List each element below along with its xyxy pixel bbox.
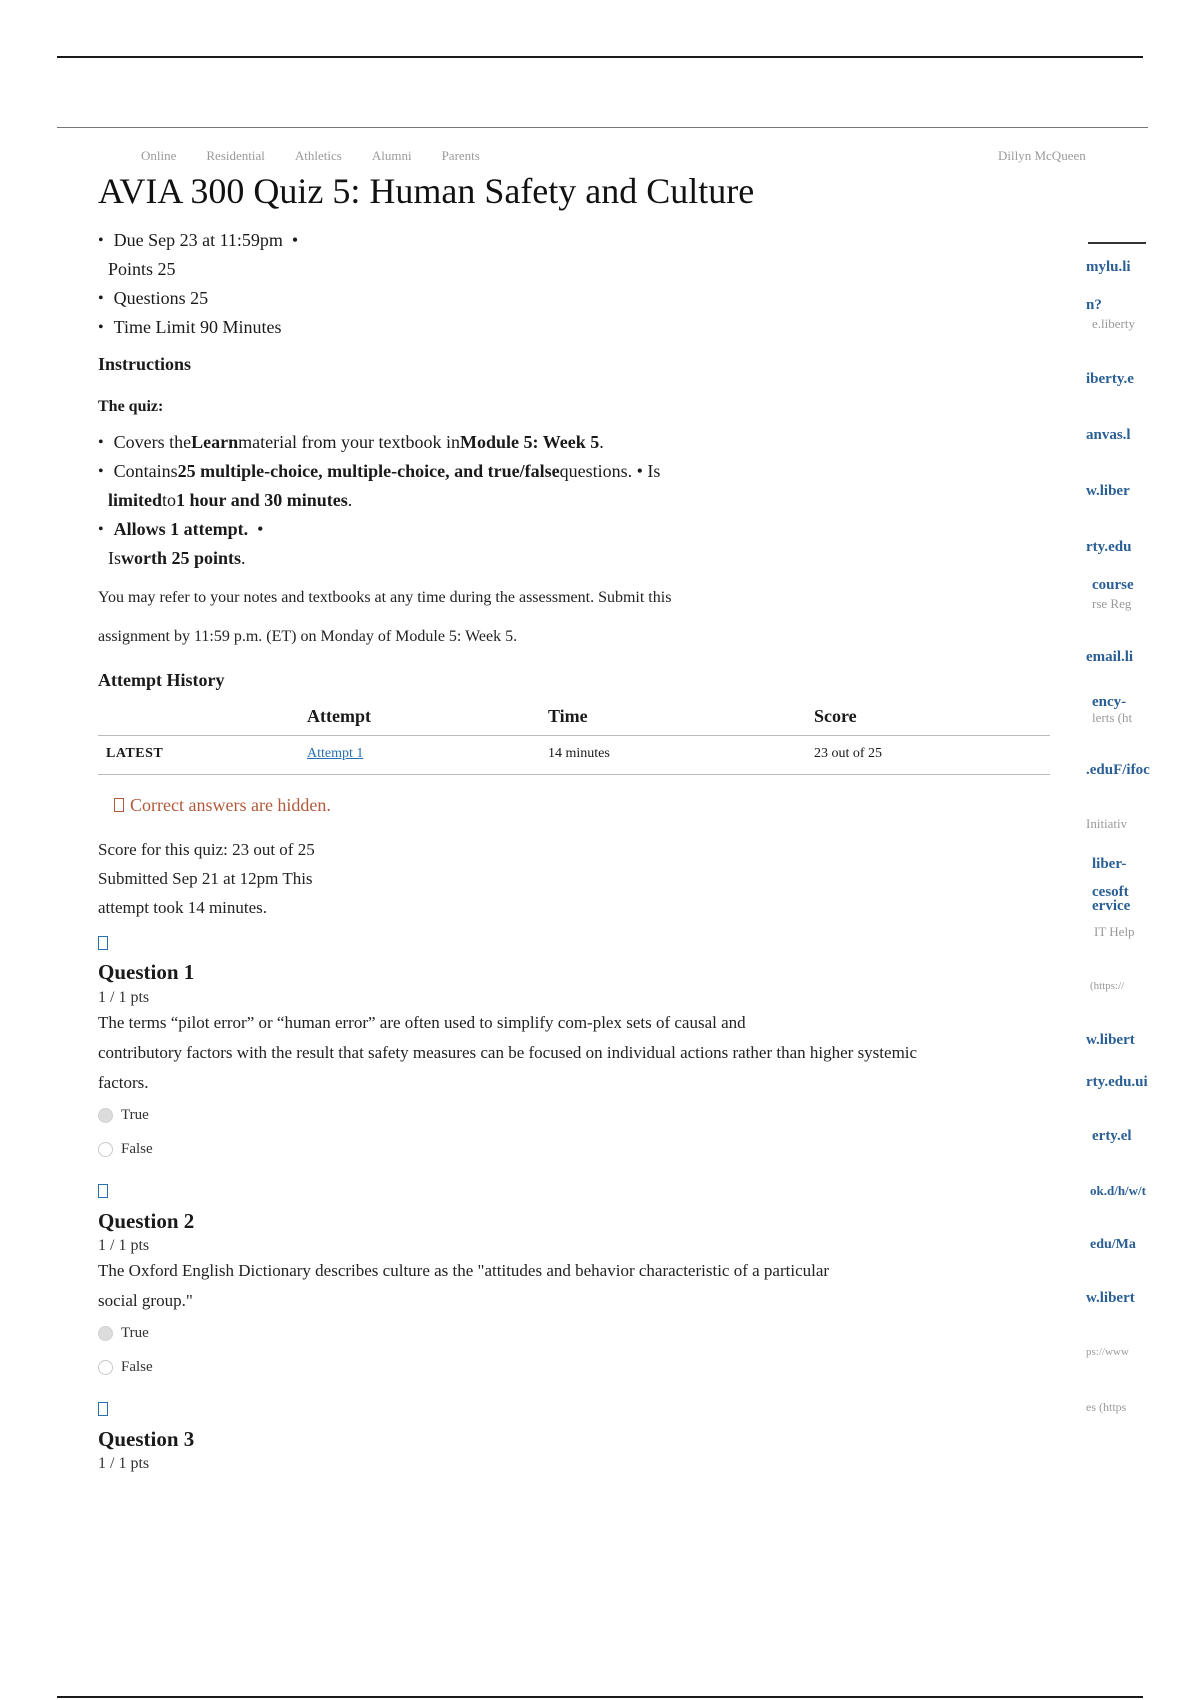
sidebar-rule — [1088, 242, 1146, 244]
sidebar-link[interactable]: erty.el — [1092, 1128, 1132, 1144]
nav-link-residential[interactable]: Residential — [206, 148, 265, 163]
quiz-rules — [98, 428, 1058, 573]
rule-limited — [98, 486, 1058, 515]
rule-text: to — [162, 490, 177, 511]
rule-bold: • Allows 1 attempt. — [113, 519, 249, 540]
sidebar-link[interactable]: liber- — [1092, 856, 1127, 872]
user-name[interactable]: Dillyn McQueen — [998, 148, 1086, 163]
question-flag-icon[interactable] — [98, 1402, 108, 1416]
answers-hidden-text: Correct answers are hidden. — [130, 794, 331, 815]
question-text-line: The terms “pilot error” or “human error” are often used to simplify com-plex sets of causal and — [98, 1013, 746, 1033]
instructions-heading: Instructions — [98, 354, 192, 374]
nav-link-parents[interactable]: Parents — [441, 148, 480, 163]
answer-false[interactable] — [98, 1132, 1058, 1166]
quiz-content — [98, 226, 1058, 1475]
instructions-paragraph-2: assignment by 11:59 p.m. (ET) on Monday of Module 5: Week 5. — [98, 628, 518, 646]
column-header-attempt: Attempt — [299, 698, 540, 735]
time-limit-text: • Time Limit 90 Minutes — [113, 317, 282, 338]
score-cell: 23 out of 25 — [806, 735, 1050, 774]
column-header-time: Time — [540, 698, 806, 735]
column-header-score: Score — [806, 698, 1050, 735]
question-title: Question 3 — [98, 1426, 195, 1451]
table-header-row — [98, 698, 1050, 735]
sidebar-link[interactable]: course — [1092, 577, 1134, 593]
question-2 — [98, 1180, 1058, 1384]
radio-button[interactable] — [98, 1142, 113, 1157]
instructions-paragraph-1: You may refer to your notes and textbooks at any time during the assessment. Submit this — [98, 588, 672, 606]
answer-label: True — [121, 1325, 149, 1342]
sidebar-link[interactable]: anvas.l — [1086, 427, 1131, 443]
question-text-line: The Oxford English Dictionary describes culture as the "attitudes and behavior characteristic of a particular — [98, 1261, 830, 1281]
question-text — [98, 1008, 1058, 1098]
frame-rule — [57, 127, 1148, 128]
sidebar-link[interactable]: ervice — [1092, 898, 1131, 914]
answer-true[interactable] — [98, 1098, 1058, 1132]
rule-text: • Covers the — [113, 432, 192, 453]
warning-icon — [114, 798, 124, 812]
rule-bold: 25 multiple-choice, multiple-choice, and true/false — [177, 461, 560, 482]
submitted-info: Submitted Sep 21 at 12pm This — [98, 868, 313, 888]
sidebar-text: lerts (ht — [1092, 710, 1133, 725]
answer-label: False — [121, 1141, 153, 1158]
rule-bold: Module 5: Week 5 — [460, 432, 600, 453]
question-1 — [98, 932, 1058, 1166]
question-points: 1 / 1 pts — [98, 1236, 150, 1254]
sidebar-text: (https:// — [1090, 980, 1125, 992]
questions-count — [98, 284, 1058, 313]
sidebar-link[interactable]: ok.d/h/w/t — [1090, 1183, 1146, 1198]
rule-text: . — [241, 548, 246, 569]
column-header — [98, 698, 299, 735]
top-rule — [57, 56, 1143, 58]
sidebar-link[interactable]: w.libert — [1086, 1032, 1135, 1048]
quiz-heading: The quiz: — [98, 398, 164, 416]
sidebar-link[interactable]: rty.edu — [1086, 539, 1132, 555]
nav-link-alumni[interactable]: Alumni — [371, 148, 412, 163]
rule-bold: Learn — [191, 432, 239, 453]
sidebar-link[interactable]: iberty.e — [1086, 371, 1134, 387]
rule-text: . — [599, 432, 604, 453]
rule-text: material from your textbook in — [238, 432, 461, 453]
attempt-link[interactable]: Attempt 1 — [307, 746, 364, 762]
attempt-duration: attempt took 14 minutes. — [98, 897, 268, 917]
time-limit — [98, 313, 1058, 342]
time-cell: 14 minutes — [540, 735, 806, 774]
sidebar-link[interactable]: .eduF/ifoc — [1086, 762, 1150, 778]
question-flag-icon[interactable] — [98, 1184, 108, 1198]
radio-button[interactable] — [98, 1360, 113, 1375]
sidebar-text: e.liberty — [1092, 316, 1135, 331]
rule-covers — [98, 428, 1058, 457]
question-text — [98, 1256, 1058, 1316]
sidebar-link[interactable]: w.libert — [1086, 1290, 1135, 1306]
sidebar-link[interactable]: edu/Ma — [1090, 1237, 1136, 1252]
sidebar-text: rse Reg — [1092, 596, 1132, 611]
quiz-summary — [98, 835, 1058, 922]
page-title: AVIA 300 Quiz 5: Human Safety and Culture — [98, 171, 755, 211]
question-points: 1 / 1 pts — [98, 1455, 150, 1473]
answer-false[interactable] — [98, 1350, 1058, 1384]
attempt-history-table — [98, 698, 1050, 774]
rule-text: Is — [108, 548, 121, 569]
due-text: • Due Sep 23 at 11:59pm — [113, 230, 283, 251]
rule-worth — [98, 544, 1058, 573]
table-row — [98, 735, 1050, 774]
sidebar-text: ps://www — [1086, 1346, 1129, 1358]
question-title: Question 1 — [98, 960, 195, 985]
question-text-line: factors. — [98, 1073, 149, 1093]
sidebar-text: Initiativ — [1086, 816, 1128, 831]
sidebar-link[interactable]: mylu.li — [1086, 259, 1131, 275]
sidebar-link[interactable]: w.liber — [1086, 483, 1130, 499]
sidebar-link[interactable]: rty.edu.ui — [1086, 1074, 1148, 1090]
sidebar-text: es (https — [1086, 1400, 1127, 1414]
points: Points 25 — [108, 259, 176, 280]
question-text-line: contributory factors with the result that safety measures can be focused on individual actions rather than higher systemic — [98, 1043, 918, 1063]
nav-link-online[interactable]: Online — [141, 148, 177, 163]
rule-bold: limited — [108, 490, 162, 511]
bottom-rule — [57, 1696, 1143, 1698]
rule-attempts: • Allows 1 attempt. • — [98, 515, 1058, 544]
answer-true[interactable] — [98, 1316, 1058, 1350]
rule-bold: worth 25 points — [121, 548, 242, 569]
answer-label: True — [121, 1107, 149, 1124]
nav-link-athletics[interactable]: Athletics — [294, 148, 342, 163]
radio-button[interactable] — [98, 1108, 113, 1123]
top-navigation — [141, 148, 480, 164]
due-date: • Due Sep 23 at 11:59pm • — [98, 226, 1058, 255]
attempt-cell — [299, 735, 540, 774]
sidebar-link[interactable]: ency- — [1092, 694, 1127, 710]
questions-text: • Questions 25 — [113, 288, 209, 309]
sidebar-link[interactable]: email.li — [1086, 649, 1134, 665]
rule-text: questions. • Is — [559, 461, 661, 482]
rule-bold: 1 hour and 30 minutes — [176, 490, 348, 511]
latest-label: LATEST — [98, 735, 299, 774]
quiz-score: Score for this quiz: 23 out of 25 — [98, 839, 315, 859]
rule-contains — [98, 457, 1058, 486]
question-3 — [98, 1398, 1058, 1474]
question-flag-icon[interactable] — [98, 936, 108, 950]
attempt-history-heading: Attempt History — [98, 670, 225, 691]
sidebar-link[interactable]: n? — [1086, 297, 1102, 313]
question-text-line: social group." — [98, 1291, 193, 1311]
rule-text: . — [347, 490, 353, 511]
question-title: Question 2 — [98, 1208, 195, 1233]
sidebar-link[interactable]: cesoft — [1092, 884, 1129, 900]
answers-hidden-notice — [98, 793, 1058, 817]
sidebar-text: IT Help — [1094, 924, 1135, 939]
answer-label: False — [121, 1359, 153, 1376]
rule-text: • Contains — [113, 461, 178, 482]
radio-button[interactable] — [98, 1326, 113, 1341]
question-points: 1 / 1 pts — [98, 988, 150, 1006]
